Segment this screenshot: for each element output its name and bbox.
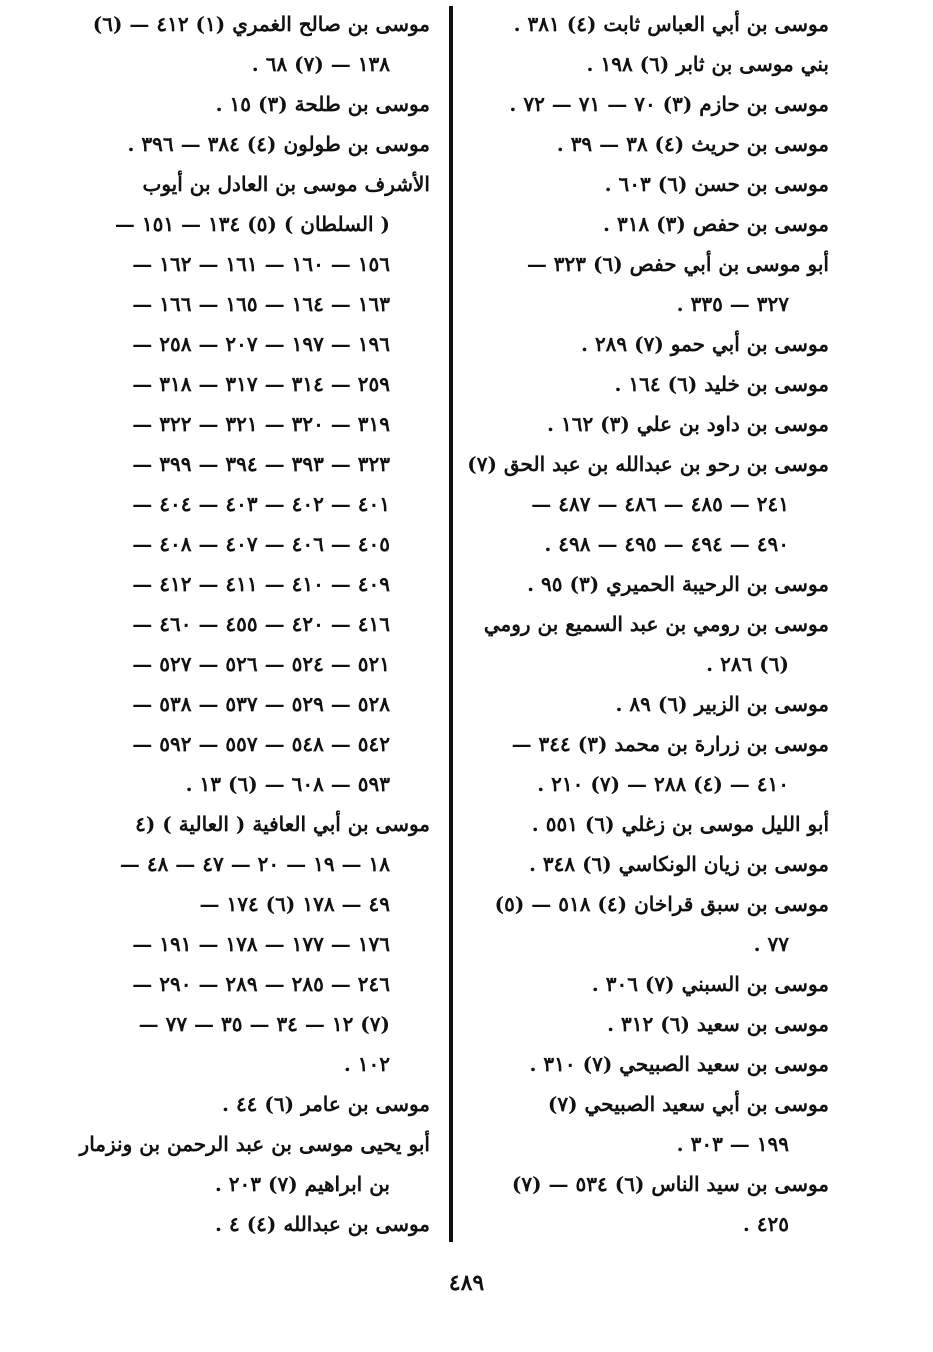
index-entry: موسى بن الزبير (٦) ٨٩ . [615,692,829,716]
index-entry: موسى بن حريث (٤) ٣٨ — ٣٩ . [556,132,829,156]
index-entry-continuation: ٣٢٣ — ٣٩٣ — ٣٩٤ — ٣٩٩ — [132,452,390,476]
index-entry-continuation: ١٩٦ — ١٩٧ — ٢٠٧ — ٢٥٨ — [132,332,390,356]
index-entry: موسى بن سعيد (٦) ٣١٢ . [607,1012,829,1036]
index-entry: موسى بن سعيد الصبيحي (٧) ٣١٠ . [529,1052,829,1076]
column-divider [449,6,453,1242]
index-entry-continuation: ١٣٨ — (٧) ٦٨ . [251,52,390,76]
index-entry-continuation: ٥٢٨ — ٥٢٩ — ٥٣٧ — ٥٣٨ — [132,692,390,716]
index-entry: موسى بن رحو بن عبدالله بن عبد الحق (٧) [467,452,829,476]
index-entry-continuation: ٣٢٧ — ٣٣٥ . [676,292,789,316]
index-entry: الأشرف موسى بن العادل بن أيوب [142,172,430,196]
index-entry: موسى بن زيان الونكاسي (٦) ٣٤٨ . [528,852,829,876]
index-entry-continuation: ٧٧ . [753,932,789,956]
index-entry: موسى بن طلحة (٣) ١٥ . [215,92,430,116]
index-entry-continuation: ١٦٣ — ١٦٤ — ١٦٥ — ١٦٦ — [132,292,390,316]
left-column [80,4,430,1244]
index-entry-continuation: ٤٩ — ١٧٨ (٦) ١٧٤ — [199,892,390,916]
index-entry-continuation: ٥٤٢ — ٥٤٨ — ٥٥٧ — ٥٩٢ — [132,732,390,756]
index-entry-continuation: ١٥٦ — ١٦٠ — ١٦١ — ١٦٢ — [132,252,390,276]
index-entry: موسى بن زرارة بن محمد (٣) ٣٤٤ — [511,732,829,756]
index-entry-continuation: (٧) ١٢ — ٣٤ — ٣٥ — ٧٧ — [138,1012,390,1036]
index-entry-continuation: ٢٤٦ — ٢٨٥ — ٢٨٩ — ٢٩٠ — [132,972,390,996]
index-entry: موسى بن سبق قراخان (٤) ٥١٨ — (٥) [494,892,829,916]
index-entry: موسى بن سيد الناس (٦) ٥٣٤ — (٧) [511,1172,829,1196]
index-entry: موسى بن أبي العافية ( العالية ) (٤ [135,812,430,836]
index-entry: موسى بن حسن (٦) ٦٠٣ . [604,172,829,196]
index-entry-continuation: ١٩٩ — ٣٠٣ . [676,1132,789,1156]
index-entry: أبو يحيى موسى بن عبد الرحمن بن ونزمار [79,1132,430,1156]
index-entry: موسى بن عامر (٦) ٤٤ . [222,1092,430,1116]
index-entry-continuation: ٤٠١ — ٤٠٢ — ٤٠٣ — ٤٠٤ — [132,492,390,516]
index-entry-continuation: ١٨ — ١٩ — ٢٠ — ٤٧ — ٤٨ — [119,852,390,876]
index-entry: أبو موسى بن أبي حفص (٦) ٣٢٣ — [526,252,829,276]
index-entry: موسى بن حازم (٣) ٧٠ — ٧١ — ٧٢ . [509,92,829,116]
index-entry: موسى بن عبدالله (٤) ٤ . [215,1212,430,1236]
index-entry-continuation: ٤٩٠ — ٤٩٤ — ٤٩٥ — ٤٩٨ . [544,532,789,556]
index-entry-continuation: ٤١٠ — (٤) ٢٨٨ — (٧) ٢١٠ . [537,772,789,796]
index-entry: موسى بن رومي بن عبد السميع بن رومي [483,612,829,636]
index-entry-continuation: ٤٢٥ . [742,1212,789,1236]
index-entry: موسى بن خليد (٦) ١٦٤ . [614,372,829,396]
index-entry: موسى بن الرحيبة الحميري (٣) ٩٥ . [527,572,829,596]
index-entry-continuation: ٥٢١ — ٥٢٤ — ٥٢٦ — ٥٢٧ — [132,652,390,676]
index-entry-continuation: ٤٠٩ — ٤١٠ — ٤١١ — ٤١٢ — [132,572,390,596]
index-entry: موسى بن أبي سعيد الصبيحي (٧) [547,1092,829,1116]
index-entry: موسى بن داود بن علي (٣) ١٦٢ . [547,412,829,436]
right-column [467,4,829,1244]
index-entry-continuation: بن ابراهيم (٧) ٢٠٣ . [214,1172,390,1196]
index-entry: موسى بن صالح الغمري (١) ٤١٢ — (٦) [92,12,430,36]
page-number: ٤٨٩ [448,1270,485,1296]
index-entry-continuation: ٤٠٥ — ٤٠٦ — ٤٠٧ — ٤٠٨ — [132,532,390,556]
index-entry-continuation: (٦) ٢٨٦ . [706,652,789,676]
index-entry: أبو الليل موسى بن زغلي (٦) ٥٥١ . [531,812,829,836]
index-entry: موسى بن أبي حمو (٧) ٢٨٩ . [581,332,829,356]
index-entry-continuation: ٤١٦ — ٤٢٠ — ٤٥٥ — ٤٦٠ — [132,612,390,636]
index-entry-continuation: ٣١٩ — ٣٢٠ — ٣٢١ — ٣٢٢ — [132,412,390,436]
index-entry-continuation: ١٠٢ . [343,1052,390,1076]
index-entry-continuation: ٥٩٣ — ٦٠٨ — (٦) ١٣ . [185,772,390,796]
index-entry: موسى بن طولون (٤) ٣٨٤ — ٣٩٦ . [127,132,430,156]
index-entry-continuation: ١٧٦ — ١٧٧ — ١٧٨ — ١٩١ — [132,932,390,956]
index-entry-continuation: ( السلطان ) (٥) ١٣٤ — ١٥١ — [114,212,390,236]
index-entry: موسى بن أبي العباس ثابت (٤) ٣٨١ . [513,12,829,36]
index-entry-continuation: ٢٤١ — ٤٨٥ — ٤٨٦ — ٤٨٧ — [531,492,789,516]
index-entry: بني موسى بن ثابر (٦) ١٩٨ . [586,52,829,76]
index-entry-continuation: ٢٥٩ — ٣١٤ — ٣١٧ — ٣١٨ — [132,372,390,396]
index-entry: موسى بن حفص (٣) ٣١٨ . [603,212,829,236]
index-entry: موسى بن السبني (٧) ٣٠٦ . [591,972,829,996]
